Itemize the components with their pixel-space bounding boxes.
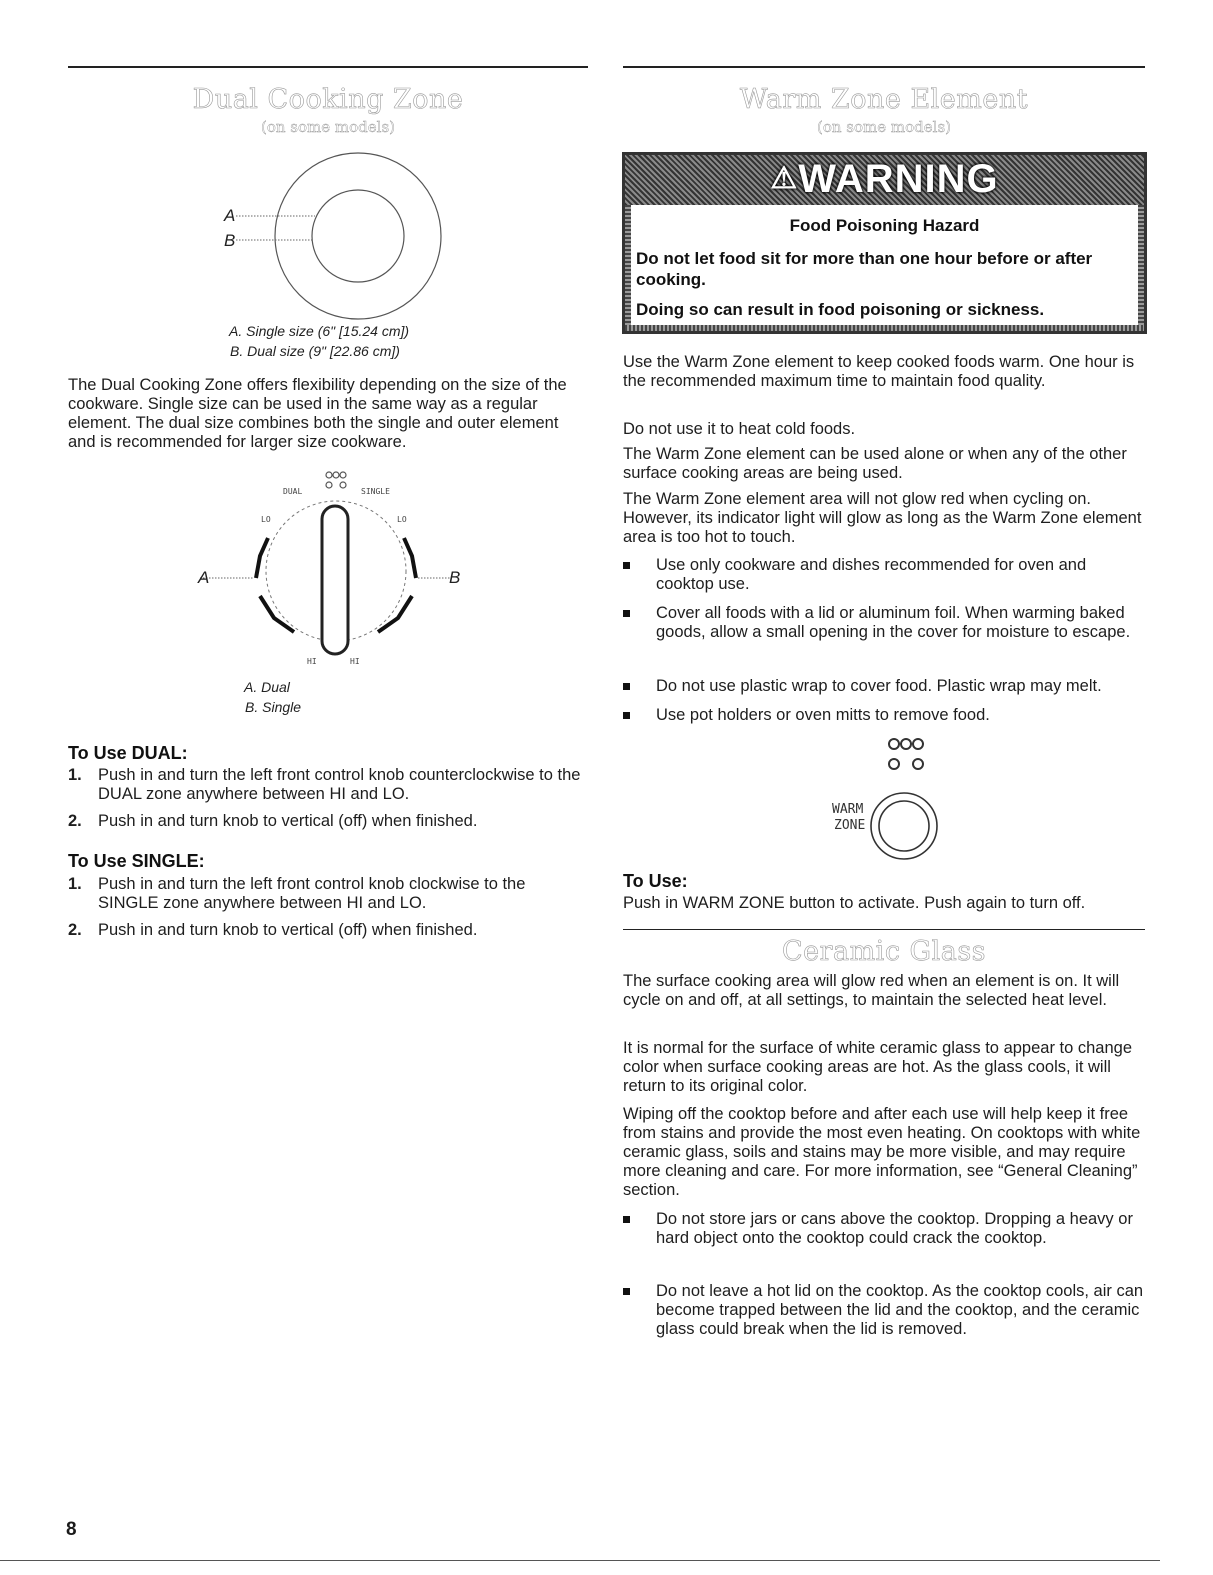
section-title-ceramic-glass: Ceramic Glass (781, 936, 987, 967)
dual-description: The Dual Cooking Zone offers flexibility depending on the size of the cookware. Single size can be used in the same way as a regular element. The dual size combines both the single and outer element and is recommended for larger size cookware. (68, 376, 567, 451)
burner-indicator-icon (326, 472, 346, 488)
ceramic-bullet-2: Do not leave a hot lid on the cooktop. As the cooktop cools, air can become trapped between the lid and the cooktop, and the ceramic glass could break when the lid is removed. (623, 1282, 1145, 1339)
warning-line-1: Do not let food sit for more than one hour before or after cooking. (636, 249, 1093, 289)
knob-label-lo-left: LO (261, 515, 271, 524)
to-use-heading: To Use: (623, 871, 688, 891)
knob-label-lo-right: LO (397, 515, 407, 524)
dual-caption-a: A. Single size (6" [15.24 cm]) (229, 323, 410, 339)
section-title-dual-cooking-zone: Dual Cooking Zone (192, 84, 464, 115)
ceramic-para-3: Wiping off the cooktop before and after each use will help keep it free from stains and provide the most even heating. On cooktops with white ceramic glass, soils and stains may be more visible, and may require more cleaning and care. For more information, see “General Cleaning” section. (623, 1105, 1141, 1199)
control-knob-diagram (190, 468, 480, 678)
warm-bullet-4: Use pot holders or oven mitts to remove food. (623, 706, 1145, 725)
dual-step-1: 1. Push in and turn the left front control knob counterclockwise to the DUAL zone anywhere between HI and LO. (68, 766, 581, 803)
knob-caption-a: A. Dual (244, 679, 290, 695)
warning-hazard-title: Food Poisoning Hazard (789, 216, 980, 235)
to-use-text: Push in WARM ZONE button to activate. Push again to turn off. (623, 894, 1086, 912)
knob-callout-b: B (449, 568, 461, 587)
warm-para-1: Use the Warm Zone element to keep cooked foods warm. One hour is the recommended maximum time to maintain food quality. (623, 353, 1135, 390)
knob-handle (322, 506, 348, 654)
section-title-warm-zone: Warm Zone Element (739, 84, 1029, 115)
single-step-2: 2. Push in and turn knob to vertical (off) when finished. (68, 921, 478, 939)
warning-bottom-border (625, 325, 1144, 331)
warm-zone-label-warm: WARM (832, 802, 864, 817)
knob-label-hi-right: HI (350, 657, 360, 666)
knob-label-dual: DUAL (283, 487, 303, 496)
warm-zone-burner-icon (884, 735, 934, 775)
inner-element-circle (312, 190, 404, 282)
ceramic-para-2: It is normal for the surface of white ceramic glass to appear to change color when surface cooking areas are hot. As the glass cools, it will return to its original color. (623, 1039, 1133, 1095)
to-use-dual-heading: To Use DUAL: (68, 743, 188, 763)
warm-zone-label-zone: ZONE (834, 818, 866, 833)
ceramic-rule (623, 929, 1145, 930)
dual-caption-b: B. Dual size (9" [22.86 cm]) (230, 343, 400, 359)
to-use-single-heading: To Use SINGLE: (68, 851, 205, 871)
dual-diagram-label-b: B (224, 231, 236, 250)
warm-para-2: Do not use it to heat cold foods. (623, 420, 856, 438)
warm-bullet-3: Do not use plastic wrap to cover food. Plastic wrap may melt. (623, 677, 1145, 696)
page-number: 8 (66, 1519, 77, 1540)
knob-caption-b: B. Single (245, 699, 302, 715)
warning-label: ⚠WARNING (770, 157, 999, 201)
warning-box (622, 152, 1147, 334)
section-subtitle-warm: (on some models) (817, 118, 951, 136)
warning-line-2: Doing so can result in food poisoning or sickness. (636, 300, 1045, 319)
knob-label-single: SINGLE (361, 487, 390, 496)
top-rule-left (68, 66, 588, 68)
bottom-rule (0, 1560, 1160, 1561)
dual-diagram-label-a: A (224, 206, 236, 225)
warm-para-4: The Warm Zone element area will not glow red when cycling on. However, its indicator light will glow as long as the Warm Zone element area is too hot to touch. (623, 490, 1142, 546)
warm-bullet-2: Cover all foods with a lid or aluminum foil. When warming baked goods, allow a small opening in the cover for moisture to escape. (623, 604, 1145, 642)
ceramic-para-1: The surface cooking area will glow red when an element is on. It will cycle on and off, at all settings, to maintain the selected heat level. (623, 972, 1120, 1009)
warm-bullet-1: Use only cookware and dishes recommended for oven and cooktop use. (623, 556, 1145, 594)
warning-banner (625, 155, 1144, 205)
dual-zone-diagram (210, 148, 450, 328)
section-subtitle-dual: (on some models) (261, 118, 395, 136)
outer-element-circle (275, 153, 441, 319)
knob-label-hi-left: HI (307, 657, 317, 666)
warning-triangle-icon: ⚠ (770, 162, 799, 195)
warm-zone-button-icon (868, 790, 940, 862)
top-rule-right (623, 66, 1145, 68)
warm-para-3: The Warm Zone element can be used alone or when any of the other surface cooking areas are being used. (623, 445, 1127, 482)
ceramic-bullet-1: Do not store jars or cans above the cooktop. Dropping a heavy or hard object onto the cooktop could crack the cooktop. (623, 1210, 1145, 1248)
dual-step-2: 2. Push in and turn knob to vertical (off) when finished. (68, 812, 478, 830)
knob-callout-a: A (198, 568, 210, 587)
single-step-1: 1. Push in and turn the left front control knob clockwise to the SINGLE zone anywhere between HI and LO. (68, 875, 526, 912)
